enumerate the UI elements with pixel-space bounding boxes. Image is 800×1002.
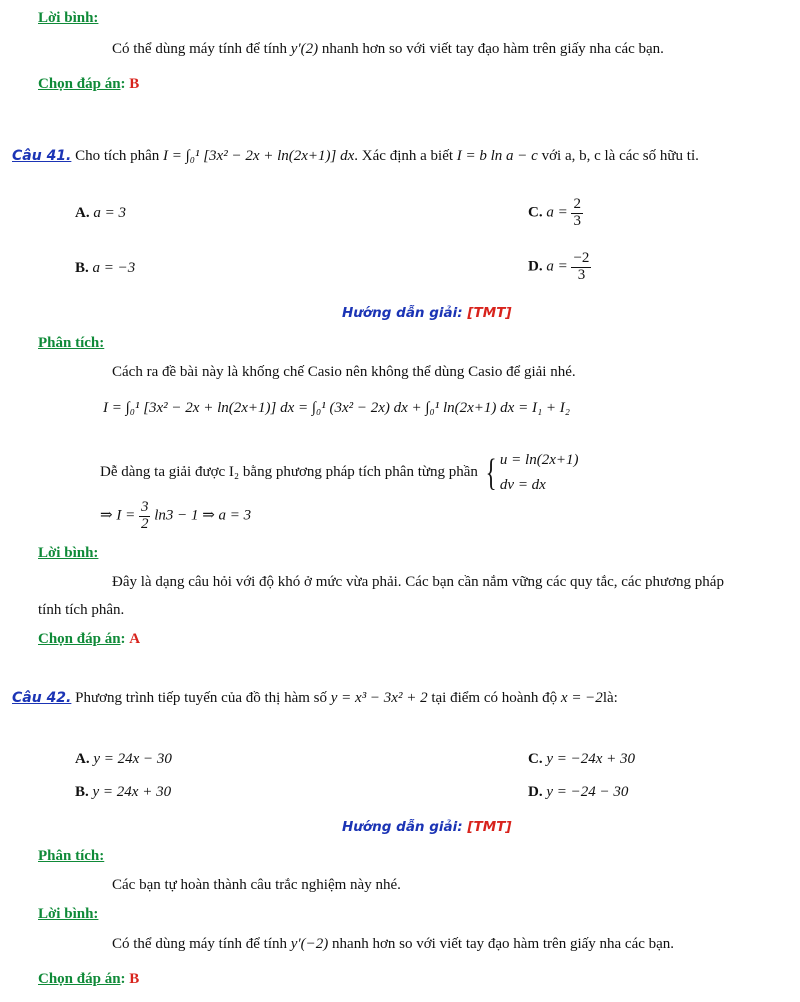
derivative-expr: y′(−2) xyxy=(290,936,329,952)
derivative-expr: y′(2) xyxy=(290,41,319,57)
relation-expr: I = b ln a − c xyxy=(456,148,538,164)
option-d[interactable]: D. a = $\frac{-2}{3}$ xyxy=(528,250,590,283)
option-b[interactable]: B. y = 24x + 30 xyxy=(75,784,172,800)
option-d[interactable]: D. y = −24 − 30 xyxy=(528,784,629,800)
loi-binh-text: Có thể dùng máy tính để tính y′(2) nhanh hơn so với viết tay đạo hàm trên giấy nha các bạn. xyxy=(112,41,664,57)
chon-dap-an: Chọn đáp án: A xyxy=(38,631,141,647)
integral-expr: I = ∫₀¹ [3x² − 2x + ln(2x+1)] dx xyxy=(163,148,355,164)
question-42: Câu 42. Phương trình tiếp tuyến của đồ thị hàm số y = x³ − 3x² + 2 tại điểm có hoành độ x = −2là: xyxy=(12,690,618,706)
guide-heading: Hướng dẫn giải: [TMT] xyxy=(342,305,512,321)
phan-tich-label: Phân tích: xyxy=(38,848,105,864)
fraction: $\frac{-2}{3}$ xyxy=(573,250,590,283)
question-41: Câu 41. Cho tích phân I = ∫₀¹ [3x² − 2x + ln(2x+1)] dx. Xác định a biết I = b ln a − c với a, b, c là các số hữu tỉ. xyxy=(12,148,699,164)
question-label: Câu 41. xyxy=(12,148,72,164)
analysis-line: Dễ dàng ta giải được I₂ bằng phương pháp tích phân từng phần { u = ln(2x+1) dv = dx xyxy=(100,448,578,498)
analysis-line: Cách ra đề bài này là khống chế Casio nên không thể dùng Casio để giải nhé. xyxy=(112,364,576,380)
loi-binh-label: Lời bình: xyxy=(38,545,99,561)
result-line: ⇒ I = $\frac{3}{2}$ ln3 − 1 ⇒ a = 3 xyxy=(100,499,252,532)
loi-binh-text: Đây là dạng câu hỏi với độ khó ở mức vừa phải. Các bạn cần nắm vững các quy tắc, các phương pháp xyxy=(112,574,724,590)
loi-binh-text: Có thể dùng máy tính để tính y′(−2) nhanh hơn so với viết tay đạo hàm trên giấy nha các bạn. xyxy=(112,936,675,952)
guide-heading: Hướng dẫn giải: [TMT] xyxy=(342,819,512,835)
answer-letter: A xyxy=(129,631,141,647)
option-a[interactable]: A. a = 3 xyxy=(75,205,126,221)
option-c[interactable]: C. y = −24x + 30 xyxy=(528,751,636,767)
answer-letter: B xyxy=(129,76,140,92)
option-c[interactable]: C. a = $\frac{2}{3}$ xyxy=(528,196,581,229)
analysis-line: Các bạn tự hoàn thành câu trắc nghiệm này nhé. xyxy=(112,877,401,893)
answer-letter: B xyxy=(129,971,140,987)
loi-binh-text: tính tích phân. xyxy=(38,602,125,618)
function-expr: y = x³ − 3x² + 2 xyxy=(330,690,428,706)
point-expr: x = −2 xyxy=(560,690,603,706)
chon-dap-an: Chọn đáp án: B xyxy=(38,971,140,987)
option-a[interactable]: A. y = 24x − 30 xyxy=(75,751,172,767)
loi-binh-label: Lời bình: xyxy=(38,10,99,26)
question-label: Câu 42. xyxy=(12,690,72,706)
chon-dap-an: Chọn đáp án: B xyxy=(38,76,140,92)
option-b[interactable]: B. a = −3 xyxy=(75,260,136,276)
fraction: $\frac{2}{3}$ xyxy=(573,196,581,229)
loi-binh-label: Lời bình: xyxy=(38,906,99,922)
integral-split-equation: I = ∫₀¹ [3x² − 2x + ln(2x+1)] dx = ∫₀¹ (3x² − 2x) dx + ∫₀¹ ln(2x+1) dx = I₁ + I₂ xyxy=(103,400,570,416)
fraction: $\frac{3}{2}$ xyxy=(140,499,149,532)
phan-tich-label: Phân tích: xyxy=(38,335,105,351)
parts-system: u = ln(2x+1) dv = dx xyxy=(499,452,579,493)
left-brace-icon: { xyxy=(485,451,497,494)
